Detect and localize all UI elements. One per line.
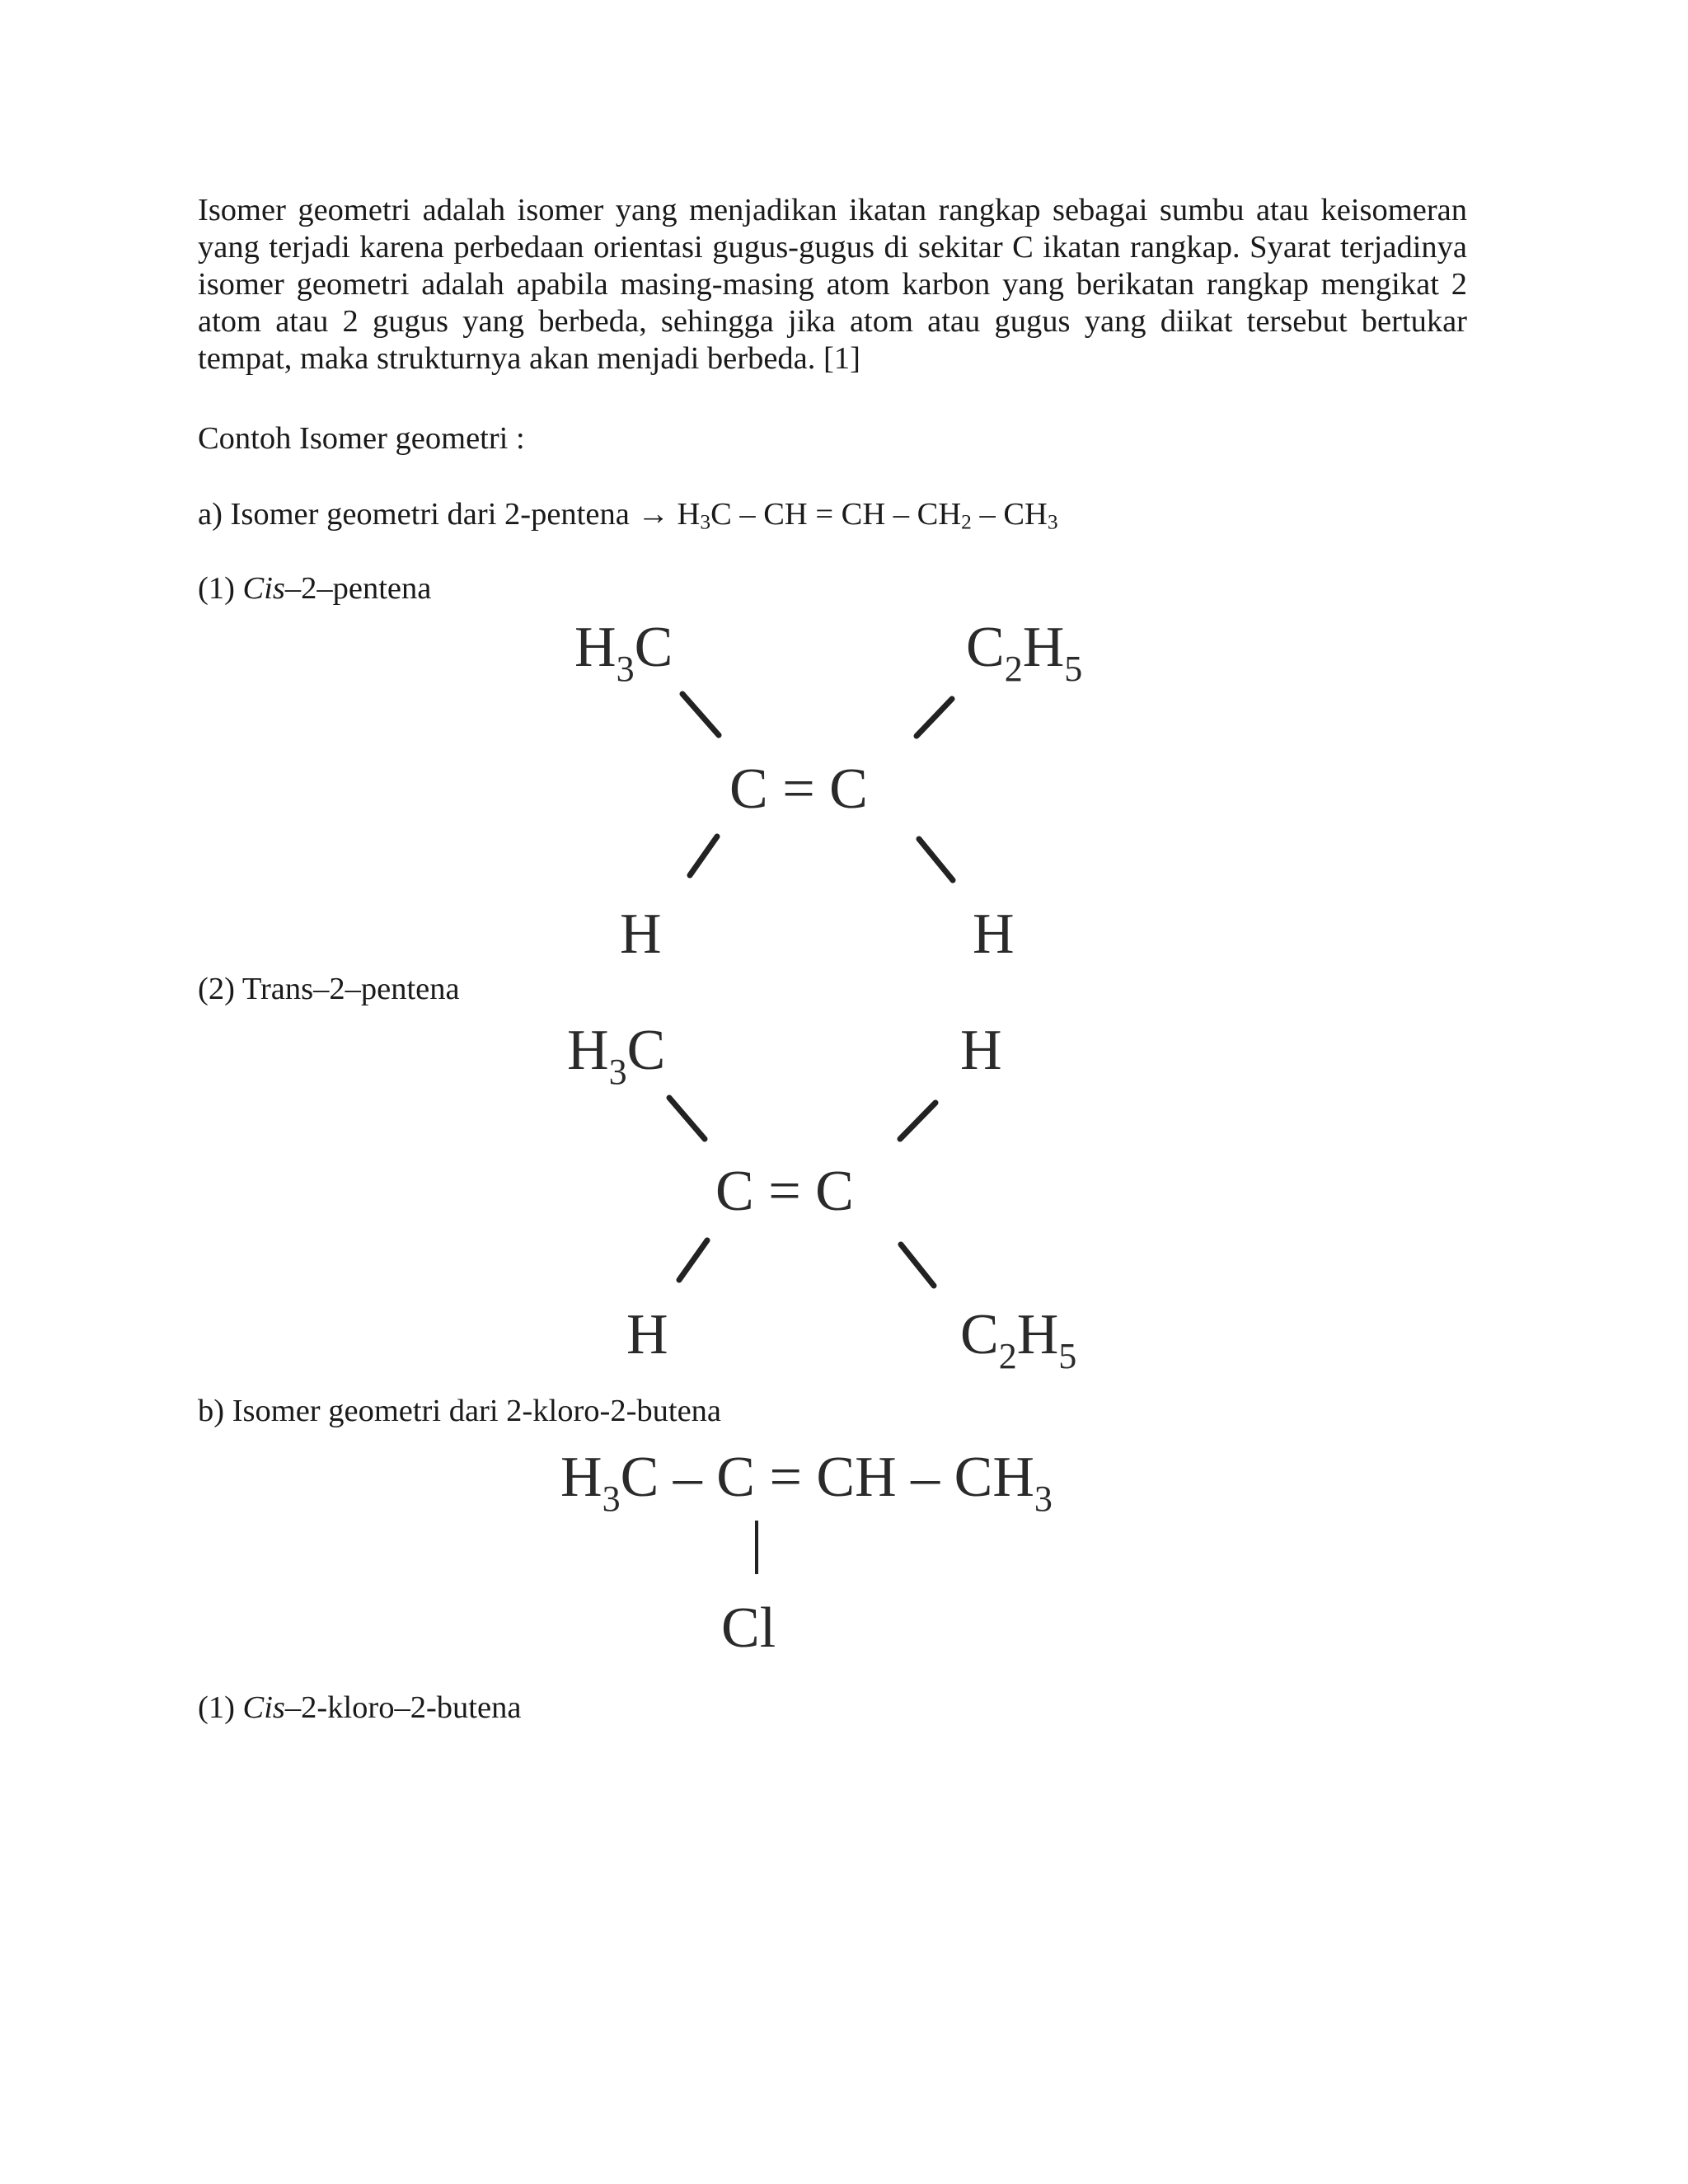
trans-bl-atom: H bbox=[626, 1303, 668, 1366]
section-b-heading: b) Isomer geometri dari 2-kloro-2-butena bbox=[198, 1394, 722, 1428]
cis-tl-group: $H_3C$ bbox=[574, 616, 673, 689]
label-prefix: (1) bbox=[198, 571, 243, 606]
label-rest: –2–pentena bbox=[284, 571, 432, 606]
trans-tl-group: $H_3C$ bbox=[567, 1019, 666, 1092]
trans-pentena-label: (2) Trans–2–pentena bbox=[198, 972, 460, 1006]
label-italic: Cis bbox=[242, 571, 285, 606]
contoh-heading: Contoh Isomer geometri : bbox=[198, 421, 525, 456]
butena-chain: $H_3C$ – C = CH – $CH_3$ bbox=[560, 1446, 1053, 1519]
formula-part: C – CH = CH – CH bbox=[710, 497, 962, 532]
cis-double-bond: C = C bbox=[729, 757, 868, 821]
trans-double-bond: C = C bbox=[715, 1160, 854, 1223]
cis-bl-atom: H bbox=[620, 902, 662, 966]
chlorine-atom: Cl bbox=[721, 1596, 776, 1660]
formula-subscript: 2 bbox=[961, 510, 972, 534]
formula-part: – CH bbox=[971, 497, 1048, 532]
formula-part: H bbox=[677, 497, 701, 532]
intro-paragraph: Isomer geometri adalah isomer yang menjadikan ikatan rangkap sebagai sumbu atau keisomeran yang terjadi karena perbedaan orientasi gugus-gugus di sekitar C ikatan rangkap. Syarat terjadinya isomer geometri adalah apabila masing-masing atom karbon yang berikatan rangkap mengikat 2 atom atau 2 gugus yang berbeda, sehingga jika atom atau gugus yang diikat tersebut bertukar tempat, maka strukturnya akan menjadi berbeda. [1] bbox=[198, 193, 1467, 376]
cis-br-atom: H bbox=[973, 902, 1015, 966]
cis-tr-group: $C_2H_5$ bbox=[966, 616, 1083, 689]
formula-subscript: 3 bbox=[1047, 510, 1058, 534]
trans-br-group: $C_2H_5$ bbox=[960, 1303, 1077, 1376]
trans-tr-atom: H bbox=[960, 1019, 1002, 1082]
label-rest: –2-kloro–2-butena bbox=[284, 1690, 522, 1725]
cis-kloro-butena-label bbox=[198, 1690, 521, 1727]
label-prefix: (1) bbox=[198, 1690, 243, 1725]
formula-subscript: 3 bbox=[700, 510, 711, 534]
label-italic: Cis bbox=[242, 1690, 285, 1725]
section-a-label: a) Isomer geometri dari 2-pentena → bbox=[198, 497, 678, 532]
